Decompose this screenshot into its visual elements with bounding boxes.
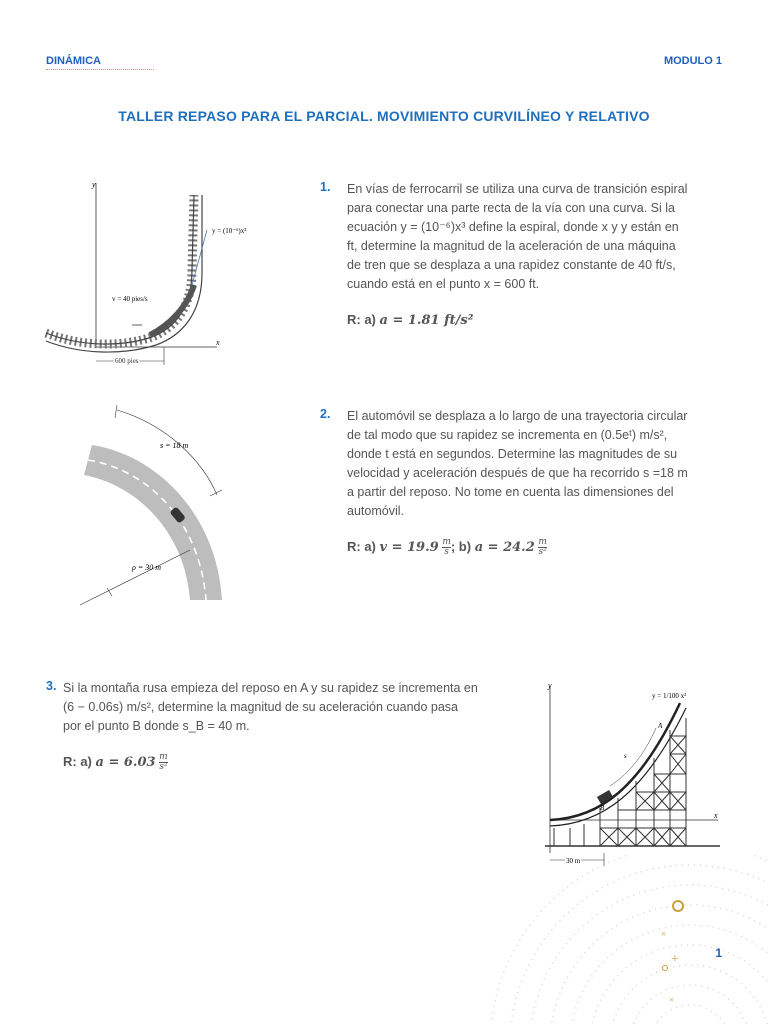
problem-3-line: por el punto B donde s_B = 40 m.: [63, 719, 250, 733]
unit-num: m: [538, 537, 547, 547]
fig2-rho-label: ρ = 30 m: [132, 563, 162, 572]
fig3-pt-b: B: [600, 804, 605, 812]
unit-num: m: [442, 537, 451, 547]
problem-3-number: 3.: [46, 679, 57, 693]
answer-2-v-unit: [442, 538, 451, 557]
fig2-s-label: s = 18 m: [160, 441, 189, 450]
circle-icon: [673, 901, 683, 911]
answer-1-expr: a = 1.81 ft/s²: [379, 313, 474, 328]
problem-1-line: de tren que se desplaza a una rapidez constante de 40 ft/s,: [347, 258, 676, 272]
fig3-s-label: s: [624, 752, 627, 760]
unit-den: s²: [538, 547, 547, 557]
fig3-y-axis: y: [548, 681, 552, 690]
fig3-eq-label: y = 1/100 x²: [652, 692, 687, 700]
figure-railroad-spiral: [42, 175, 292, 375]
problem-2-line: automóvil.: [347, 504, 404, 518]
unit-den: s: [444, 547, 449, 557]
page-number: 1: [715, 946, 722, 960]
problem-1-answer: [347, 312, 473, 328]
problem-2-line: velocidad y aceleración después de que ha recorrido s =18 m: [347, 466, 688, 480]
answer-2-a: a = 24.2: [474, 539, 535, 555]
problem-2-answer: [347, 538, 547, 557]
problem-2-line: El automóvil se desplaza a lo largo de una trayectoria circular: [347, 409, 688, 423]
cross-icon: ×: [669, 995, 675, 1005]
problem-1-line: ft, determine la magnitud de la aceleración de una máquina: [347, 239, 676, 253]
unit-num: m: [159, 752, 168, 762]
answer-2-v: v = 19.9: [379, 539, 439, 555]
problem-2-line: donde t está en segundos. Determine las magnitudes de su: [347, 447, 678, 461]
fig1-x-axis: x: [216, 338, 220, 347]
problem-1-line: ecuación y = (10⁻⁶)x³ define la espiral, donde x y y están en: [347, 220, 679, 234]
problem-2-text: [347, 407, 723, 521]
fig3-pt-a: A: [658, 722, 663, 730]
problem-2-line: de tal modo que su rapidez se incrementa en (0.5eᵗ) m/s²,: [347, 428, 668, 442]
fig1-eq-label: y = (10⁻⁶)x³: [212, 227, 247, 235]
problem-3-line: Si la montaña rusa empieza del reposo en A y su rapidez se incrementa en: [63, 681, 478, 695]
answer-3-expr: a = 6.03: [95, 754, 156, 770]
page-title: TALLER REPASO PARA EL PARCIAL. MOVIMIENTO CURVILÍNEO Y RELATIVO: [118, 108, 650, 124]
answer-2-a-unit: [538, 538, 547, 557]
answer-1-prefix: R: a): [347, 312, 376, 327]
answer-3-unit: [159, 753, 168, 772]
header-module: MODULO 1: [663, 55, 722, 67]
fig1-y-axis: y: [92, 180, 96, 189]
problem-1-number: 1.: [320, 180, 331, 194]
header-course: DINÁMICA: [46, 55, 154, 70]
fig1-dist-label: 600 pies: [115, 357, 139, 365]
decorative-dots: [440, 855, 768, 1024]
answer-2-prefix: R: a): [347, 538, 376, 554]
fig1-speed-label: v = 40 pies/s: [112, 295, 148, 303]
problem-3-answer: [63, 753, 168, 772]
problem-1-text: [347, 180, 723, 294]
unit-den: s²: [159, 762, 168, 772]
fig3-dist-label: 30 m: [566, 857, 581, 865]
problem-2-number: 2.: [320, 407, 331, 421]
figure-roller-coaster: [540, 678, 730, 873]
fig3-x-axis: x: [714, 811, 718, 820]
problem-3-line: (6 − 0.06s) m/s², determine la magnitud de su aceleración cuando pasa: [63, 700, 459, 714]
answer-3-prefix: R: a): [63, 753, 92, 769]
figure-curved-road: [72, 400, 272, 610]
plus-icon: +: [671, 952, 679, 967]
problem-1-line: para conectar una parte recta de la vía con una curva. Si la: [347, 201, 675, 215]
small-circle-icon: [663, 966, 668, 971]
problem-3-text: [63, 679, 525, 736]
problem-1-line: En vías de ferrocarril se utiliza una curva de transición espiral: [347, 182, 688, 196]
answer-2-sep: ; b): [450, 538, 472, 554]
problem-2-line: a partir del reposo. No tome en cuenta las dimensiones del: [347, 485, 674, 499]
cross-icon: ×: [661, 929, 667, 939]
problem-1-line: cuando está en el punto x = 600 ft.: [347, 277, 540, 291]
